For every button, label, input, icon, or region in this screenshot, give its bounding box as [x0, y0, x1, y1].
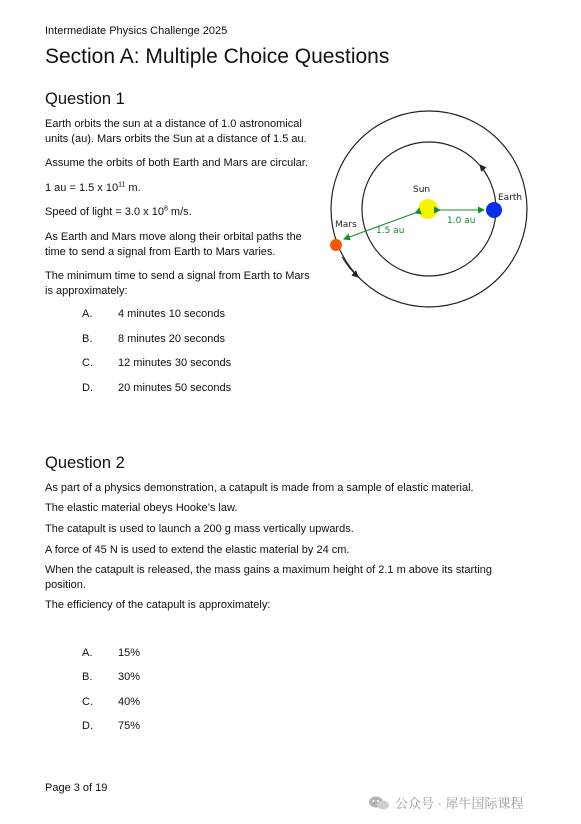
q1-paragraph-varies: As Earth and Mars move along their orbital paths the time to send a signal from Earth to Mars varies. [45, 231, 302, 258]
sun-label: Sun [413, 185, 431, 195]
section-title: Section A: Multiple Choice Questions [45, 45, 390, 68]
sun [418, 199, 438, 219]
q2-line-4: A force of 45 N is used to extend the elastic material by 24 cm. [45, 544, 350, 556]
option-text: 8 minutes 20 seconds [118, 333, 226, 345]
question-2-title: Question 2 [45, 454, 125, 472]
watermark-text: 公众号 · 犀牛国际课程 [395, 796, 524, 811]
option-text: 15% [118, 647, 141, 659]
page-number: Page 3 of 19 [45, 782, 108, 794]
option-text: 4 minutes 10 seconds [118, 308, 226, 320]
option-letter: C. [82, 696, 93, 708]
option-letter: C. [82, 357, 93, 369]
earth-label: Earth [498, 193, 523, 203]
orbit-diagram [320, 105, 540, 320]
option-letter: B. [82, 671, 93, 683]
earth [486, 202, 502, 218]
q2-line-3: The catapult is used to launch a 200 g mass vertically upwards. [45, 523, 354, 535]
option-text: 12 minutes 30 seconds [118, 357, 232, 369]
q1-au-definition: 1 au = 1.5 x $10^{11}$ m. [45, 181, 141, 194]
mars [330, 239, 342, 251]
mars-distance-label: 1.5 au [376, 226, 405, 236]
option-letter: B. [82, 333, 93, 345]
option-letter: D. [82, 382, 93, 394]
option-letter: A. [82, 647, 93, 659]
option-text: 40% [118, 696, 141, 708]
watermark [368, 793, 524, 812]
q2-paragraph-release: When the catapult is released, the mass gains a maximum height of 2.1 m above its starting position. [45, 564, 492, 591]
q1-speed-of-light: Speed of light = 3.0 x $10^8$ m/s. [45, 205, 192, 218]
option-text: 75% [118, 720, 141, 732]
q2-question: The efficiency of the catapult is approximately: [45, 599, 271, 611]
q1-question: The minimum time to send a signal from Earth to Mars is approximately: [45, 270, 310, 297]
option-text: 20 minutes 50 seconds [118, 382, 232, 394]
q2-line-1: As part of a physics demonstration, a catapult is made from a sample of elastic material. [45, 482, 474, 494]
document-header: Intermediate Physics Challenge 2025 [45, 25, 228, 37]
wechat-icon [368, 796, 390, 810]
earth-direction-arrow [480, 165, 488, 177]
option-letter: A. [82, 308, 93, 320]
q1-paragraph-orbits: Earth orbits the sun at a distance of 1.0 astronomical units (au). Mars orbits the Sun at a distance of 1.5 au. [45, 118, 307, 145]
question-1-title: Question 1 [45, 90, 125, 108]
earth-distance-label: 1.0 au [447, 216, 476, 226]
option-letter: D. [82, 720, 93, 732]
mars-label: Mars [335, 220, 357, 230]
q1-paragraph-circular: Assume the orbits of both Earth and Mars are circular. [45, 157, 308, 169]
q2-line-2: The elastic material obeys Hooke’s law. [45, 502, 238, 514]
option-text: 30% [118, 671, 141, 683]
